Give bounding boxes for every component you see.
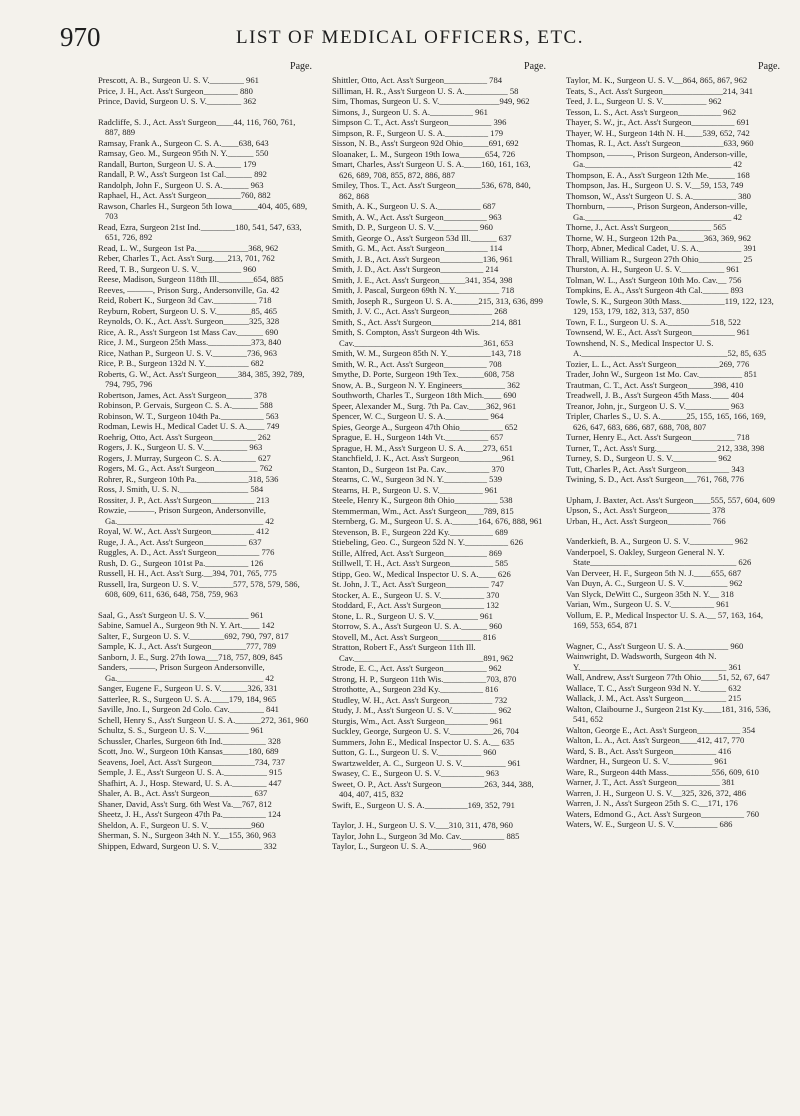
index-entry: Suckley, George, Surgeon U. S. V.__________26, 704 bbox=[332, 726, 519, 736]
index-entry: Snow, A. B., Surgeon N. Y. Engineers__________ 362 bbox=[332, 379, 521, 390]
index-entry: Royal, W. W., Act. Ass't Surgeon__________ 412 bbox=[98, 526, 270, 536]
index-entry: Teats, S., Act. Ass't Surgeon______________214, 341 bbox=[566, 85, 753, 96]
index-entry: Radcliffe, S. J., Act. Ass't Surgeon____44, 116, 760, 761, 887, 889 bbox=[98, 116, 296, 137]
index-entry: Thomas, R. I., Act. Ass't Surgeon__________633, 960 bbox=[566, 138, 754, 148]
index-entry: Prescott, A. B., Surgeon U. S. V.________ 961 bbox=[98, 75, 259, 85]
index-entry: Thompson, Jas. H., Surgeon U. S. V.__59, 153, 749 bbox=[566, 180, 744, 190]
index-entry: Waters, Edmond G., Act. Ass't Surgeon__________ 760 bbox=[566, 808, 760, 819]
index-entry: Van Derveer, H. F., Surgeon 5th N. J.____655, 687 bbox=[566, 567, 742, 578]
index-entry: Thorne, J., Act. Ass't Surgeon__________ 565 bbox=[566, 222, 727, 232]
index-entry: Town, F. L., Surgeon U. S. A.__________518, 522 bbox=[566, 316, 741, 327]
index-entry: Rush, D. G., Surgeon 101st Pa.__________ 126 bbox=[98, 557, 264, 568]
index-entry: Townshend, N. S., Medical Inspector U. S. A.__________________________________52, 85, 635 bbox=[566, 337, 767, 358]
index-entry: St. John, J. T., Act. Ass't Surgeon__________ 747 bbox=[332, 579, 504, 589]
index-entry: Treanor, John, jr., Surgeon U. S. V.__________ 963 bbox=[566, 400, 744, 411]
index-column-1 bbox=[98, 60, 312, 1110]
index-entry: Shittler, Otto, Act. Ass't Surgeon__________ 784 bbox=[332, 75, 503, 85]
index-entry: Randall, P. W., Ass't Surgeon 1st Cal.______ 892 bbox=[98, 169, 267, 179]
index-entry: Sternberg, G. M., Surgeon U. S. A.______164, 676, 888, 961 bbox=[332, 516, 543, 526]
index-entry: Schussler, Charles, Surgeon 6th Ind.__________ 328 bbox=[98, 735, 281, 746]
index-entry: Price, J. H., Act. Ass't Surgeon________ 880 bbox=[98, 85, 253, 96]
index-entry: Walton, Claibourne J., Surgeon 21st Ky.____181, 316, 536, 541, 652 bbox=[566, 703, 771, 724]
index-entry: Thompson, E. A., Ass't Surgeon 12th Me.______ 168 bbox=[566, 169, 750, 180]
index-entry: Reese, Madison, Surgeon 118th Ill.________654, 885 bbox=[98, 274, 284, 284]
index-entry: Taylor, John L., Surgeon 3d Mo. Cav.__________ 885 bbox=[332, 830, 520, 841]
index-entry: Thurston, A. H., Surgeon U. S. V.__________ 961 bbox=[566, 264, 740, 274]
index-entry: Shaner, David, Ass't Surg. 6th West Va.__767, 812 bbox=[98, 798, 272, 809]
index-entry: Sturgis, Wm., Act. Ass't Surgeon__________ 961 bbox=[332, 715, 503, 726]
index-entry: Saal, G., Ass't Surgeon U. S. V.__________ 961 bbox=[98, 609, 264, 620]
index-entry: Spies, George A., Surgeon 47th Ohio__________ 652 bbox=[332, 421, 518, 432]
index-entry: Taylor, J. H., Surgeon U. S. V.___310, 311, 478, 960 bbox=[332, 820, 513, 830]
index-entry: Smiley, Thos. T., Act. Ass't Surgeon______536, 678, 840, 862, 868 bbox=[332, 180, 531, 201]
index-entry: Swasey, C. E., Surgeon U. S. V.__________ 963 bbox=[332, 768, 500, 778]
index-entry: Sheldon, A. F., Surgeon U. S. V.__________960 bbox=[98, 819, 265, 830]
index-entry: Ruge, J. A., Act. Ass't Surgeon__________ 637 bbox=[98, 536, 262, 547]
index-entry: Rodman, Lewis H., Medical Cadet U. S. A.____ 749 bbox=[98, 421, 280, 431]
index-entry: Tesson, L. S., Act. Ass't Surgeon__________ 962 bbox=[566, 106, 737, 117]
index-entry: Tompkins, E. A., Ass't Surgeon 4th Cal.______ 893 bbox=[566, 285, 744, 295]
index-entry: Thornburn, ———, Prison Surgeon, Anderson-ville, Ga.__________________________________ 42 bbox=[566, 201, 748, 222]
index-entry: Prince, David, Surgeon U. S. V.________ 362 bbox=[98, 96, 257, 106]
index-entry: Sample, K. J., Act. Ass't Surgeon________777, 789 bbox=[98, 641, 277, 651]
index-entry: Seavens, Joel, Act. Ass't Surgeon__________734, 737 bbox=[98, 756, 285, 767]
section-gap bbox=[98, 107, 312, 117]
index-entry: Stipp, Geo. W., Medical Inspector U. S. A.____ 626 bbox=[332, 568, 511, 579]
index-entry: Rice, J. M., Surgeon 25th Mass.__________373, 840 bbox=[98, 337, 282, 347]
index-entry: Simpson, R. F., Surgeon U. S. A.__________ 179 bbox=[332, 127, 504, 138]
index-entry: Van Duyn, A. C., Surgeon U. S. V.__________ 962 bbox=[566, 578, 743, 588]
index-entry: Reyburn, Robert, Surgeon U. S. V.________85, 465 bbox=[98, 305, 278, 316]
index-entry: Robertson, James, Act. Ass't Surgeon______ 378 bbox=[98, 389, 267, 400]
index-entry: Turney, S. D., Surgeon U. S. V.__________ 962 bbox=[566, 453, 732, 463]
index-column-3 bbox=[566, 60, 780, 1110]
index-entry: Ramsay, Geo. M., Surgeon 95th N. Y.______ 550 bbox=[98, 148, 269, 158]
index-entry: Smith, J. D., Act. Ass't Surgeon__________ 214 bbox=[332, 264, 499, 274]
index-entry: Reber, Charles T., Act. Ass't Surg.___213, 701, 762 bbox=[98, 253, 275, 263]
index-entry: Stovell, M., Act. Ass't Surgeon__________ 816 bbox=[332, 631, 496, 642]
index-entry: Ruggles, A. D., Act. Ass't Surgeon__________ 776 bbox=[98, 547, 275, 557]
index-entry: Stanton, D., Surgeon 1st Pa. Cav.__________ 370 bbox=[332, 463, 505, 474]
index-entry: Strothotte, A., Surgeon 23d Ky.__________ 816 bbox=[332, 684, 499, 694]
index-entry: Thorp, Abner, Medical Cadet, U. S. A.__________ 391 bbox=[566, 243, 757, 253]
index-entry: Smith, J. B., Act. Ass't Surgeon__________136, 961 bbox=[332, 253, 513, 264]
index-entry: Taylor, L., Surgeon U. S. A.__________ 960 bbox=[332, 841, 487, 851]
column-header: Page. bbox=[290, 61, 312, 72]
index-entry: Trautman, C. T., Act. Ass't Surgeon______398, 410 bbox=[566, 379, 744, 390]
index-entry: Stille, Alfred, Act. Ass't Surgeon__________ 869 bbox=[332, 547, 502, 558]
index-entry: Reed, T. B., Surgeon U. S. V.__________ 960 bbox=[98, 263, 257, 274]
index-entry: Stemmerman, Wm., Act. Ass't Surgeon____789, 815 bbox=[332, 505, 514, 516]
index-entry: Smythe, D. Porte, Surgeon 19th Tex.______608, 758 bbox=[332, 369, 515, 379]
index-entry: Reeves, ———, Prison Surg., Andersonville, Ga. 42 bbox=[98, 284, 280, 295]
index-entry: Thayer, S. W., jr., Act. Ass't Surgeon__________ 691 bbox=[566, 117, 750, 127]
section-gap bbox=[98, 600, 312, 610]
index-entry: Sherman, S. N., Surgeon 34th N. Y.__155, 360, 963 bbox=[98, 830, 276, 840]
index-entry: Turner, Henry E., Act. Ass't Surgeon__________ 718 bbox=[566, 432, 750, 442]
index-entry: Schell, Henry S., Ass't Surgeon U. S. A.______272, 361, 960 bbox=[98, 714, 309, 725]
index-entry: Thompson, ———, Prison Surgeon, Anderson-ville, Ga.__________________________________ 42 bbox=[566, 148, 748, 169]
index-entry: Smart, Charles, Ass't Surgeon U. S. A.____160, 161, 163, 626, 689, 708, 855, 872, 886, 887 bbox=[332, 159, 531, 180]
index-entry: Silliman, H. R., Ass't Surgeon U. S. A.__________ 58 bbox=[332, 85, 519, 96]
index-entry: Stone, L. R., Surgeon U. S. V.__________ 961 bbox=[332, 610, 493, 621]
index-entry: Sutton, G. L., Surgeon U. S. V.__________ 960 bbox=[332, 747, 497, 757]
index-entry: Speer, Alexander M., Surg. 7th Pa. Cav.____362, 961 bbox=[332, 400, 517, 411]
section-gap bbox=[566, 631, 780, 641]
index-entry: Ware, R., Surgeon 44th Mass.__________556, 609, 610 bbox=[566, 766, 759, 777]
index-entry: Rossiter, J. P., Act. Ass't Surgeon__________ 213 bbox=[98, 494, 270, 505]
index-entry: Wallack, J. M., Act. Ass't Surgeon__________ 215 bbox=[566, 693, 742, 703]
index-entry: Smith, W. M., Surgeon 85th N. Y.__________143, 718 bbox=[332, 348, 521, 358]
index-entry: Scott, Jno. W., Surgeon 10th Kansas______180, 689 bbox=[98, 746, 279, 756]
index-entry: Stiebeling, Geo. C., Surgeon 52d N. Y.__________ 626 bbox=[332, 537, 524, 547]
index-entry: Randolph, John F., Surgeon U. S. A.______ 963 bbox=[98, 179, 264, 190]
index-entry: Read, L. W., Surgeon 1st Pa.____________368, 962 bbox=[98, 242, 279, 253]
index-entry: Schultz, S. S., Surgeon U. S. V.__________ 961 bbox=[98, 725, 264, 735]
index-entry: Smith, W. R., Act. Ass't Surgeon__________ 708 bbox=[332, 358, 502, 369]
index-entry: Saville, Jno. I., Surgeon 2d Colo. Cav.________ 841 bbox=[98, 704, 279, 714]
index-entry: Stearns, C. W., Surgeon 3d N. Y.__________ 539 bbox=[332, 474, 503, 484]
index-entry: Raphael, H., Act. Ass't Surgeon________760, 882 bbox=[98, 190, 271, 200]
index-entry: Thomson, W., Ass't Surgeon U. S. A.__________ 380 bbox=[566, 190, 751, 201]
section-gap bbox=[566, 526, 780, 536]
index-entry: Thorne, W. H., Surgeon 12th Pa.______363, 369, 962 bbox=[566, 232, 752, 243]
section-gap bbox=[332, 810, 546, 820]
index-entry: Thrall, William R., Surgeon 27th Ohio__________ 25 bbox=[566, 253, 753, 264]
index-entry: Wall, Andrew, Ass't Surgeon 77th Ohio____51, 52, 67, 647 bbox=[566, 672, 770, 682]
index-entry: Smith, J. Pascal, Surgeon 69th N. Y.__________ 718 bbox=[332, 285, 515, 295]
index-entry: Swartzwelder, A. C., Surgeon U. S. V.__________ 961 bbox=[332, 757, 521, 768]
index-entry: Upham, J. Baxter, Act. Ass't Surgeon____555, 557, 604, 609 bbox=[566, 494, 775, 505]
index-entry: Sabine, Samuel A., Surgeon 9th N. Y. Art.____ 142 bbox=[98, 620, 275, 630]
index-entry: Vanderkieft, B. A., Surgeon U. S. V.__________ 962 bbox=[566, 536, 748, 546]
index-entry: Urban, H., Act. Ass't Surgeon__________ 766 bbox=[566, 515, 726, 526]
index-entry: Salter, F., Surgeon U. S. V.________692, 790, 797, 817 bbox=[98, 630, 289, 641]
index-entry: Rohrer, R., Surgeon 10th Pa.____________318, 536 bbox=[98, 473, 279, 484]
index-entry: Stocker, A. E., Surgeon U. S. V.__________ 370 bbox=[332, 589, 500, 600]
index-entry: Teed, J. L., Surgeon U. S. V.__________ 962 bbox=[566, 96, 722, 106]
index-entry: Trader, John W., Surgeon 1st Mo. Cav.__________ 851 bbox=[566, 369, 758, 379]
index-entry: Smith, Joseph R., Surgeon U. S. A.______215, 313, 636, 899 bbox=[332, 295, 543, 306]
index-entry: Spencer, W. C., Surgeon U. S. A.__________ 964 bbox=[332, 411, 504, 421]
index-entry: Walton, George E., Act. Ass't Surgeon__________ 354 bbox=[566, 724, 756, 735]
index-entry: Strong, H. P., Surgeon 11th Wis.__________703, 870 bbox=[332, 673, 517, 684]
index-entry: Studley, W. H., Act. Ass't Surgeon__________ 732 bbox=[332, 694, 508, 705]
index-entry: Sweet, O. P., Act. Ass't Surgeon__________263, 344, 388, 404, 407, 415, 832 bbox=[332, 778, 534, 799]
index-entry: Smith, S., Act. Ass't Surgeon______________214, 881 bbox=[332, 316, 522, 327]
index-entry: Stratton, Robert F., Ass't Surgeon 11th Ill. Cav.______________________________891, 962 bbox=[332, 642, 514, 663]
index-entry: Robinson, P. Gervais, Surgeon C. S. A.______ 588 bbox=[98, 400, 273, 410]
index-entry: Swift, E., Surgeon U. S. A.__________169, 352, 791 bbox=[332, 799, 515, 810]
index-entry: Roehrig, Otto, Act. Ass't Surgeon__________ 262 bbox=[98, 431, 271, 442]
index-entry: Sheetz, J. H., Ass't Surgeon 47th Pa.__________ 124 bbox=[98, 809, 281, 819]
index-entry: Taylor, M. K., Surgeon U. S. V.__864, 865, 867, 962 bbox=[566, 75, 748, 85]
index-entry: Rogers, J. K., Surgeon U. S. V.__________ 963 bbox=[98, 442, 263, 452]
index-entry: Wallace, T. C., Ass't Surgeon 93d N. Y.______ 632 bbox=[566, 682, 742, 693]
index-entry: Smith, D. P., Surgeon U. S. V.__________ 960 bbox=[332, 222, 493, 232]
index-entry: Rice, Nathan P., Surgeon U. S. V.________736, 963 bbox=[98, 347, 278, 358]
index-entry: Smith, A. W., Act. Ass't Surgeon__________ 963 bbox=[332, 211, 502, 222]
index-entry: Satterlee, R. S., Surgeon U. S. A.____179, 184, 965 bbox=[98, 693, 277, 704]
index-entry: Townsend, W. E., Act. Ass't Surgeon__________ 961 bbox=[566, 327, 750, 337]
index-entry: Shippen, Edward, Surgeon U. S. V.__________ 332 bbox=[98, 840, 277, 851]
index-entry: Smith, George O., Ass't Surgeon 53d Ill.______ 637 bbox=[332, 232, 512, 243]
index-entry: Rowzie, ———, Prison Surgeon, Andersonville, Ga.__________________________________ 42 bbox=[98, 505, 275, 526]
index-entry: Shafhirt, A. J., Hosp. Steward, U. S. A.________ 447 bbox=[98, 777, 282, 788]
index-entry: Summers, John E., Medical Inspector U. S. A.__ 635 bbox=[332, 736, 515, 747]
column-header: Page. bbox=[524, 61, 546, 72]
index-entry: Treadwell, J. B., Ass't Surgeon 45th Mass.____ 404 bbox=[566, 390, 744, 400]
index-entry: Sloanaker, L. M., Surgeon 19th Iowa______654, 726 bbox=[332, 148, 516, 159]
index-entry: Twining, S. D., Act. Ass't Surgeon___761, 768, 776 bbox=[566, 474, 744, 484]
index-entry: Warner, J. T., Act. Ass't Surgeon__________ 381 bbox=[566, 777, 735, 787]
index-entry: Varian, Wm., Surgeon U. S. V.__________ 961 bbox=[566, 599, 730, 609]
index-entry: Simpson C. T., Act. Ass't Surgeon__________ 396 bbox=[332, 117, 507, 127]
index-entry: Tolman, W. L., Ass't Surgeon 10th Mo. Cav.__ 756 bbox=[566, 274, 742, 285]
index-entry: Stearns, H. P., Surgeon U. S. V.__________ 961 bbox=[332, 484, 498, 495]
index-entry: Smith, S. Compton, Ass't Surgeon 4th Wis. Cav.______________________________361, 653 bbox=[332, 327, 514, 348]
index-entry: Reynolds, O. K., Act. Ass't. Surgeon______325, 328 bbox=[98, 316, 280, 326]
index-entry: Upson, S., Act. Ass't Surgeon__________ 378 bbox=[566, 505, 726, 515]
index-entry: Semple, J. E., Ass't Surgeon U. S. A.__________ 915 bbox=[98, 767, 283, 777]
index-entry: Study, J. M., Ass't Surgeon U. S. V.__________ 962 bbox=[332, 705, 512, 715]
index-entry: Sprague, H. M., Ass't Surgeon U. S. A.____273, 651 bbox=[332, 442, 513, 453]
index-entry: Rice, P. B., Surgeon 132d N. Y.__________ 682 bbox=[98, 358, 264, 368]
index-entry: Russell, Ira, Surgeon U. S. V.________577, 578, 579, 586, 608, 609, 611, 636, 648, 758, 759, 963 bbox=[98, 578, 300, 599]
index-entry: Stoddard, F., Act. Ass't Surgeon__________ 132 bbox=[332, 600, 500, 610]
index-entry: Sanborn, J. E., Surg. 27th Iowa___718, 757, 809, 845 bbox=[98, 651, 283, 662]
index-entry: Sanger, Eugene F., Surgeon U. S. V.______326, 331 bbox=[98, 683, 278, 693]
index-entry: Randall, Burton, Surgeon U. S. A.______ 179 bbox=[98, 158, 257, 169]
index-entry: Stillwell, T. H., Act. Ass't Surgeon__________ 585 bbox=[332, 558, 509, 568]
index-entry: Read, Ezra, Surgeon 21st Ind.________180, 541, 547, 633, 651, 726, 892 bbox=[98, 221, 302, 242]
page-header bbox=[60, 22, 760, 56]
index-entry: Turner, T., Act. Ass't Surg.______________212, 338, 398 bbox=[566, 442, 765, 453]
index-entry: Robinson, W. T., Surgeon 104th Pa.__________ 563 bbox=[98, 410, 279, 421]
index-column-2 bbox=[332, 60, 546, 1110]
index-entry: Thayer, W. H., Surgeon 14th N. H.____539, 652, 742 bbox=[566, 127, 750, 138]
index-entry: Rice, A. R., Ass't Surgeon 1st Mass Cav.______ 690 bbox=[98, 326, 279, 337]
index-entry: Rawson, Charles H., Surgeon 5th Iowa______404, 405, 689, 703 bbox=[98, 200, 308, 221]
index-entry: Van Slyck, DeWitt C., Surgeon 35th N. Y.__ 318 bbox=[566, 588, 734, 599]
index-entry: Tozier, L. L., Act. Ass't Surgeon__________269, 776 bbox=[566, 358, 750, 369]
index-entry: Rogers, M. G., Act. Ass't Surgeon__________ 762 bbox=[98, 463, 273, 473]
index-entry: Wagner, C., Ass't Surgeon U. S. A.__________ 960 bbox=[566, 640, 744, 651]
index-entry: Tutt, Charles P., Act. Ass't Surgeon__________ 343 bbox=[566, 463, 745, 474]
index-entry: Stevenson, B. F., Surgeon 22d Ky.__________ 689 bbox=[332, 526, 508, 537]
index-entry: Ross, J. Smith, U. S. N.________________ 584 bbox=[98, 484, 264, 494]
index-entry: Shaler, A. B., Act. Ass't Surgeon__________ 637 bbox=[98, 788, 268, 798]
index-entry: Vanderpoel, S. Oakley, Surgeon General N. Y. State__________________________________ 626 bbox=[566, 546, 752, 567]
index-entry: Strode, E. C., Act. Ass't Surgeon__________ 962 bbox=[332, 663, 502, 673]
index-columns bbox=[98, 60, 780, 1110]
index-entry: Russell, H. H., Act. Ass't Surg.__394, 701, 765, 775 bbox=[98, 568, 277, 578]
index-entry: Smith, A. K., Surgeon U. S. A.__________ 687 bbox=[332, 201, 496, 211]
index-entry: Southworth, Charles T., Surgeon 18th Mich.____ 690 bbox=[332, 390, 517, 400]
index-entry: Steele, Henry K., Surgeon 8th Ohio__________ 538 bbox=[332, 495, 513, 505]
index-entry: Sim, Thomas, Surgeon U. S. V.______________949, 962 bbox=[332, 96, 530, 106]
index-entry: Sprague, E. H., Surgeon 14th Vt.__________ 657 bbox=[332, 432, 504, 442]
index-entry: Sanders, ———, Prison Surgeon Andersonville, Ga.__________________________________ 42 bbox=[98, 662, 275, 683]
index-entry: Roberts, G. W., Act. Ass't Surgeon_____384, 385, 392, 789, 794, 795, 796 bbox=[98, 368, 305, 389]
index-entry: Smith, J. E., Act. Ass't Surgeon______341, 354, 398 bbox=[332, 274, 513, 285]
index-entry: Rogers, J. Murray, Surgeon C. S. A.________ 627 bbox=[98, 452, 271, 463]
page-number: 970 bbox=[60, 22, 101, 52]
index-entry: Waters, W. E., Surgeon U. S. V.__________ 686 bbox=[566, 819, 733, 829]
index-entry: Smith, J. V. C., Act. Ass't Surgeon__________ 268 bbox=[332, 306, 508, 316]
index-entry: Sisson, N. B., Ass't Surgeon 92d Ohio______691, 692 bbox=[332, 138, 519, 148]
index-entry: Wainwright, D. Wadsworth, Surgeon 4th N. Y.__________________________________ 361 bbox=[566, 651, 742, 672]
index-entry: Ramsay, Frank A., Surgeon C. S. A.____638, 643 bbox=[98, 137, 269, 148]
index-entry: Walton, L. A., Act. Ass't Surgeon____412, 417, 770 bbox=[566, 735, 745, 745]
page-title: LIST OF MEDICAL OFFICERS, ETC. bbox=[236, 27, 584, 48]
index-entry: Simons, J., Surgeon U. S. A.__________ 961 bbox=[332, 106, 488, 117]
index-entry: Storrow, S. A., Ass't Surgeon U. S. A.______ 960 bbox=[332, 621, 503, 631]
index-entry: Smith, G. M., Act. Ass't Surgeon__________ 114 bbox=[332, 243, 503, 253]
index-entry: Ward, S. B., Act. Ass't Surgeon__________ 416 bbox=[566, 745, 732, 756]
index-entry: Vollum, E. P., Medical Inspector U. S. A.__ 57, 163, 164, 169, 553, 654, 871 bbox=[566, 609, 764, 630]
index-entry: Stanchfield, J. K., Act. Ass't Surgeon__________961 bbox=[332, 453, 515, 463]
index-entry: Warren, J. N., Ass't Surgeon 25th S. C.__171, 176 bbox=[566, 798, 738, 808]
column-header: Page. bbox=[758, 61, 780, 72]
index-entry: Tripler, Charles S., U. S. A.______25, 155, 165, 166, 169, 626, 647, 683, 686, 687, 688, 708, 807 bbox=[566, 411, 766, 432]
section-gap bbox=[566, 485, 780, 495]
index-entry: Towle, S. K., Surgeon 30th Mass.__________119, 122, 123, 129, 153, 179, 182, 313, 537, 850 bbox=[566, 295, 774, 316]
index-entry: Warren, J. H., Surgeon U. S. V.__325, 326, 372, 486 bbox=[566, 787, 747, 798]
index-entry: Wardner, H., Surgeon U. S. V.__________ 961 bbox=[566, 756, 728, 766]
index-entry: Reid, Robert K., Surgeon 3d Cav.__________ 718 bbox=[98, 295, 272, 305]
